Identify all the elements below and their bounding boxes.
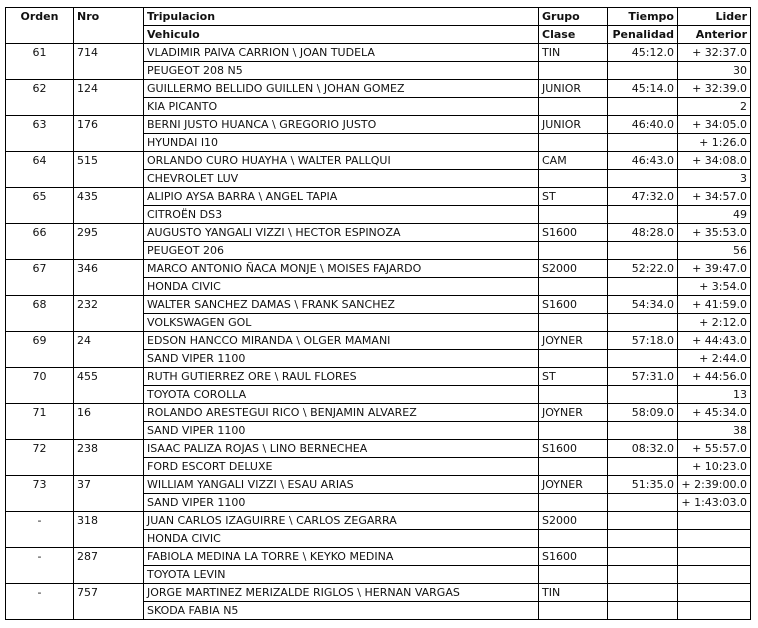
penalidad-cell — [608, 242, 678, 260]
vehicle-cell: SAND VIPER 1100 — [144, 494, 539, 512]
nro-cell-empty — [74, 134, 144, 152]
anterior-cell — [678, 566, 751, 584]
penalidad-cell — [608, 134, 678, 152]
penalidad-cell — [608, 566, 678, 584]
grupo-cell: ST — [539, 188, 608, 206]
tiempo-cell — [608, 584, 678, 602]
table-row-detail — [6, 350, 751, 368]
anterior-cell — [678, 530, 751, 548]
anterior-cell: + 2:44.0 — [678, 350, 751, 368]
nro-cell: 714 — [74, 44, 144, 62]
clase-cell — [539, 494, 608, 512]
results-table — [5, 7, 751, 620]
orden-cell: 67 — [6, 260, 74, 278]
clase-cell — [539, 458, 608, 476]
table-row — [6, 44, 751, 62]
clase-cell — [539, 530, 608, 548]
table-row-detail — [6, 566, 751, 584]
clase-cell — [539, 62, 608, 80]
anterior-cell: 30 — [678, 62, 751, 80]
orden-cell-empty — [6, 314, 74, 332]
nro-cell-empty — [74, 530, 144, 548]
table-row — [6, 152, 751, 170]
anterior-cell: 13 — [678, 386, 751, 404]
lider-cell — [678, 512, 751, 530]
nro-cell: 232 — [74, 296, 144, 314]
tiempo-cell: 57:18.0 — [608, 332, 678, 350]
vehicle-cell: CHEVROLET LUV — [144, 170, 539, 188]
lider-cell: + 45:34.0 — [678, 404, 751, 422]
crew-cell: ROLANDO ARESTEGUI RICO \ BENJAMIN ALVAREZ — [144, 404, 539, 422]
nro-cell: 238 — [74, 440, 144, 458]
penalidad-cell — [608, 170, 678, 188]
orden-cell-empty — [6, 170, 74, 188]
clase-cell — [539, 278, 608, 296]
orden-cell-empty — [6, 242, 74, 260]
nro-cell: 37 — [74, 476, 144, 494]
table-row — [6, 476, 751, 494]
anterior-cell: 38 — [678, 422, 751, 440]
nro-cell-empty — [74, 458, 144, 476]
orden-cell-empty — [6, 62, 74, 80]
nro-cell: 16 — [74, 404, 144, 422]
tiempo-cell: 48:28.0 — [608, 224, 678, 242]
header-anterior: Anterior — [678, 26, 751, 44]
penalidad-cell — [608, 602, 678, 620]
crew-cell: JORGE MARTINEZ MERIZALDE RIGLOS \ HERNAN VARGAS — [144, 584, 539, 602]
nro-cell-empty — [74, 62, 144, 80]
nro-cell: 124 — [74, 80, 144, 98]
clase-cell — [539, 314, 608, 332]
header-penalidad: Penalidad — [608, 26, 678, 44]
orden-cell: 71 — [6, 404, 74, 422]
clase-cell — [539, 602, 608, 620]
crew-cell: WALTER SANCHEZ DAMAS \ FRANK SANCHEZ — [144, 296, 539, 314]
penalidad-cell — [608, 314, 678, 332]
orden-cell-empty — [6, 602, 74, 620]
grupo-cell: S2000 — [539, 260, 608, 278]
nro-cell-empty — [74, 422, 144, 440]
anterior-cell: + 10:23.0 — [678, 458, 751, 476]
orden-cell: 70 — [6, 368, 74, 386]
header-tiempo: Tiempo — [608, 8, 678, 26]
lider-cell: + 34:05.0 — [678, 116, 751, 134]
penalidad-cell — [608, 350, 678, 368]
nro-cell: 295 — [74, 224, 144, 242]
table-row — [6, 116, 751, 134]
clase-cell — [539, 422, 608, 440]
table-row — [6, 512, 751, 530]
orden-cell: 62 — [6, 80, 74, 98]
orden-cell: 68 — [6, 296, 74, 314]
grupo-cell: CAM — [539, 152, 608, 170]
vehicle-cell: SAND VIPER 1100 — [144, 422, 539, 440]
tiempo-cell: 46:43.0 — [608, 152, 678, 170]
orden-cell: 65 — [6, 188, 74, 206]
nro-cell-empty — [74, 314, 144, 332]
table-row-detail — [6, 494, 751, 512]
clase-cell — [539, 170, 608, 188]
header-row-1 — [6, 8, 751, 26]
crew-cell: ORLANDO CURO HUAYHA \ WALTER PALLQUI — [144, 152, 539, 170]
nro-cell: 24 — [74, 332, 144, 350]
nro-cell-empty — [74, 350, 144, 368]
nro-cell: 455 — [74, 368, 144, 386]
nro-cell-empty — [74, 242, 144, 260]
table-row-detail — [6, 242, 751, 260]
orden-cell-empty — [6, 386, 74, 404]
penalidad-cell — [608, 494, 678, 512]
tiempo-cell — [608, 548, 678, 566]
tiempo-cell: 47:32.0 — [608, 188, 678, 206]
grupo-cell: S1600 — [539, 224, 608, 242]
orden-cell: 69 — [6, 332, 74, 350]
vehicle-cell: HYUNDAI I10 — [144, 134, 539, 152]
table-row-detail — [6, 278, 751, 296]
nro-cell-empty — [74, 386, 144, 404]
crew-cell: ISAAC PALIZA ROJAS \ LINO BERNECHEA — [144, 440, 539, 458]
vehicle-cell: SAND VIPER 1100 — [144, 350, 539, 368]
orden-cell-empty — [6, 422, 74, 440]
vehicle-cell: HONDA CIVIC — [144, 530, 539, 548]
anterior-cell: + 2:12.0 — [678, 314, 751, 332]
lider-cell: + 2:39:00.0 — [678, 476, 751, 494]
vehicle-cell: CITROËN DS3 — [144, 206, 539, 224]
grupo-cell: S2000 — [539, 512, 608, 530]
orden-cell-empty — [6, 278, 74, 296]
clase-cell — [539, 206, 608, 224]
nro-cell-empty — [74, 170, 144, 188]
lider-cell: + 55:57.0 — [678, 440, 751, 458]
tiempo-cell: 51:35.0 — [608, 476, 678, 494]
orden-cell: 63 — [6, 116, 74, 134]
orden-cell-empty — [6, 134, 74, 152]
grupo-cell: JOYNER — [539, 476, 608, 494]
nro-cell-empty — [74, 98, 144, 116]
lider-cell: + 34:57.0 — [678, 188, 751, 206]
table-row — [6, 260, 751, 278]
nro-cell: 435 — [74, 188, 144, 206]
lider-cell: + 44:56.0 — [678, 368, 751, 386]
clase-cell — [539, 242, 608, 260]
vehicle-cell: VOLKSWAGEN GOL — [144, 314, 539, 332]
orden-cell: - — [6, 548, 74, 566]
vehicle-cell: PEUGEOT 206 — [144, 242, 539, 260]
lider-cell: + 35:53.0 — [678, 224, 751, 242]
nro-cell-empty — [74, 566, 144, 584]
vehicle-cell: PEUGEOT 208 N5 — [144, 62, 539, 80]
tiempo-cell: 57:31.0 — [608, 368, 678, 386]
orden-cell-empty — [6, 98, 74, 116]
table-row-detail — [6, 530, 751, 548]
crew-cell: EDSON HANCCO MIRANDA \ OLGER MAMANI — [144, 332, 539, 350]
orden-cell-empty — [6, 206, 74, 224]
nro-cell-empty — [74, 494, 144, 512]
nro-cell-empty — [74, 602, 144, 620]
header-lider: Lider — [678, 8, 751, 26]
table-row — [6, 584, 751, 602]
clase-cell — [539, 350, 608, 368]
orden-cell: 64 — [6, 152, 74, 170]
anterior-cell: 49 — [678, 206, 751, 224]
anterior-cell: + 3:54.0 — [678, 278, 751, 296]
vehicle-cell: KIA PICANTO — [144, 98, 539, 116]
anterior-cell — [678, 602, 751, 620]
crew-cell: MARCO ANTONIO ÑACA MONJE \ MOISES FAJARDO — [144, 260, 539, 278]
header-clase: Clase — [539, 26, 608, 44]
table-row — [6, 404, 751, 422]
anterior-cell: + 1:26.0 — [678, 134, 751, 152]
orden-cell: 66 — [6, 224, 74, 242]
clase-cell — [539, 134, 608, 152]
table-row-detail — [6, 458, 751, 476]
grupo-cell: JOYNER — [539, 332, 608, 350]
anterior-cell: 3 — [678, 170, 751, 188]
header-tripulacion: Tripulacion — [144, 8, 539, 26]
table-row — [6, 440, 751, 458]
orden-cell-empty — [6, 458, 74, 476]
grupo-cell: S1600 — [539, 548, 608, 566]
crew-cell: RUTH GUTIERREZ ORE \ RAUL FLORES — [144, 368, 539, 386]
table-row-detail — [6, 170, 751, 188]
tiempo-cell: 46:40.0 — [608, 116, 678, 134]
header-row-2 — [6, 26, 751, 44]
orden-cell-empty — [6, 494, 74, 512]
table-row-detail — [6, 98, 751, 116]
table-row — [6, 296, 751, 314]
penalidad-cell — [608, 530, 678, 548]
table-row-detail — [6, 386, 751, 404]
lider-cell — [678, 584, 751, 602]
orden-cell: - — [6, 584, 74, 602]
header-nro: Nro — [74, 8, 144, 26]
nro-cell: 346 — [74, 260, 144, 278]
crew-cell: GUILLERMO BELLIDO GUILLEN \ JOHAN GOMEZ — [144, 80, 539, 98]
orden-cell: 61 — [6, 44, 74, 62]
penalidad-cell — [608, 422, 678, 440]
header-orden: Orden — [6, 8, 74, 26]
header-vehiculo: Vehiculo — [144, 26, 539, 44]
clase-cell — [539, 98, 608, 116]
table-row-detail — [6, 134, 751, 152]
table-row-detail — [6, 206, 751, 224]
penalidad-cell — [608, 386, 678, 404]
tiempo-cell: 58:09.0 — [608, 404, 678, 422]
tiempo-cell: 54:34.0 — [608, 296, 678, 314]
nro-cell: 287 — [74, 548, 144, 566]
clase-cell — [539, 386, 608, 404]
lider-cell: + 39:47.0 — [678, 260, 751, 278]
orden-cell: 72 — [6, 440, 74, 458]
penalidad-cell — [608, 458, 678, 476]
grupo-cell: S1600 — [539, 296, 608, 314]
table-row — [6, 80, 751, 98]
vehicle-cell: SKODA FABIA N5 — [144, 602, 539, 620]
orden-cell: - — [6, 512, 74, 530]
tiempo-cell — [608, 512, 678, 530]
anterior-cell: 2 — [678, 98, 751, 116]
lider-cell: + 32:37.0 — [678, 44, 751, 62]
lider-cell: + 32:39.0 — [678, 80, 751, 98]
lider-cell: + 44:43.0 — [678, 332, 751, 350]
anterior-cell: + 1:43:03.0 — [678, 494, 751, 512]
crew-cell: JUAN CARLOS IZAGUIRRE \ CARLOS ZEGARRA — [144, 512, 539, 530]
table-row — [6, 224, 751, 242]
tiempo-cell: 45:12.0 — [608, 44, 678, 62]
table-row — [6, 188, 751, 206]
clase-cell — [539, 566, 608, 584]
vehicle-cell: TOYOTA COROLLA — [144, 386, 539, 404]
tiempo-cell: 52:22.0 — [608, 260, 678, 278]
anterior-cell: 56 — [678, 242, 751, 260]
tiempo-cell: 45:14.0 — [608, 80, 678, 98]
grupo-cell: TIN — [539, 44, 608, 62]
grupo-cell: JOYNER — [539, 404, 608, 422]
crew-cell: FABIOLA MEDINA LA TORRE \ KEYKO MEDINA — [144, 548, 539, 566]
orden-cell-empty — [6, 566, 74, 584]
vehicle-cell: TOYOTA LEVIN — [144, 566, 539, 584]
grupo-cell: JUNIOR — [539, 80, 608, 98]
lider-cell — [678, 548, 751, 566]
grupo-cell: S1600 — [539, 440, 608, 458]
nro-cell: 318 — [74, 512, 144, 530]
table-row-detail — [6, 62, 751, 80]
vehicle-cell: HONDA CIVIC — [144, 278, 539, 296]
crew-cell: ALIPIO AYSA BARRA \ ANGEL TAPIA — [144, 188, 539, 206]
orden-cell-empty — [6, 530, 74, 548]
crew-cell: BERNI JUSTO HUANCA \ GREGORIO JUSTO — [144, 116, 539, 134]
grupo-cell: TIN — [539, 584, 608, 602]
lider-cell: + 34:08.0 — [678, 152, 751, 170]
table-row — [6, 548, 751, 566]
table-row — [6, 332, 751, 350]
vehicle-cell: FORD ESCORT DELUXE — [144, 458, 539, 476]
crew-cell: AUGUSTO YANGALI VIZZI \ HECTOR ESPINOZA — [144, 224, 539, 242]
penalidad-cell — [608, 206, 678, 224]
header-grupo: Grupo — [539, 8, 608, 26]
nro-cell: 176 — [74, 116, 144, 134]
nro-cell: 515 — [74, 152, 144, 170]
penalidad-cell — [608, 62, 678, 80]
orden-cell-empty — [6, 350, 74, 368]
grupo-cell: JUNIOR — [539, 116, 608, 134]
orden-cell: 73 — [6, 476, 74, 494]
penalidad-cell — [608, 98, 678, 116]
nro-cell: 757 — [74, 584, 144, 602]
lider-cell: + 41:59.0 — [678, 296, 751, 314]
table-row — [6, 368, 751, 386]
nro-cell-empty — [74, 278, 144, 296]
crew-cell: WILLIAM YANGALI VIZZI \ ESAU ARIAS — [144, 476, 539, 494]
table-row-detail — [6, 602, 751, 620]
grupo-cell: ST — [539, 368, 608, 386]
tiempo-cell: 08:32.0 — [608, 440, 678, 458]
table-row-detail — [6, 422, 751, 440]
crew-cell: VLADIMIR PAIVA CARRION \ JOAN TUDELA — [144, 44, 539, 62]
nro-cell-empty — [74, 206, 144, 224]
penalidad-cell — [608, 278, 678, 296]
table-row-detail — [6, 314, 751, 332]
